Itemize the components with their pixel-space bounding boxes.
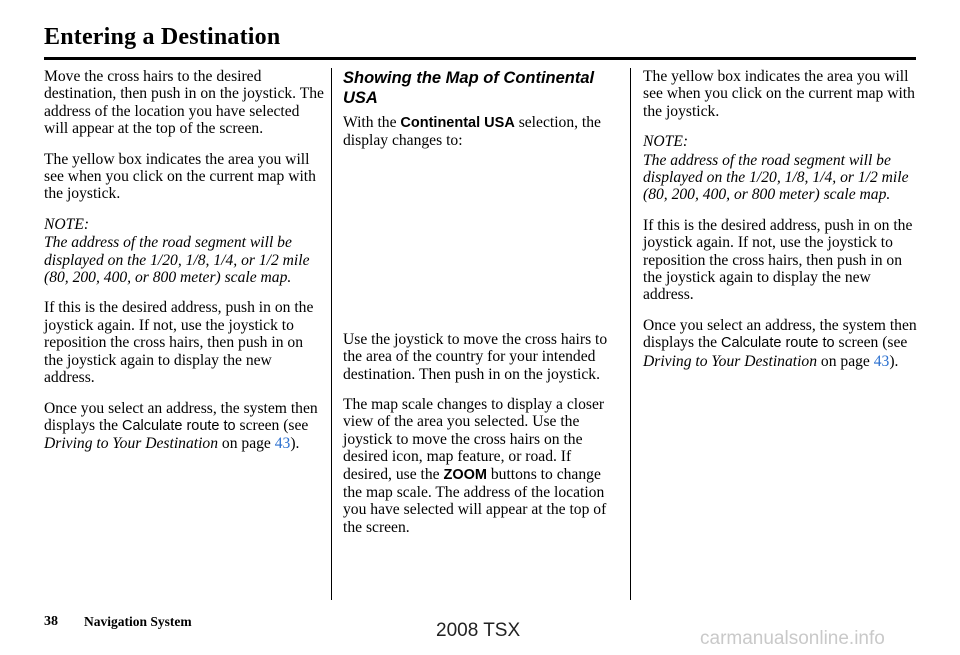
section-heading: Showing the Map of Continental USA xyxy=(343,69,595,107)
paragraph-map-scale xyxy=(343,396,621,536)
text-segment: The map scale changes to display a closer view of the area you selected. Use the joystick to move the cross hairs on the desired icon, map feature, or road. If desired, use the xyxy=(343,396,605,483)
ui-term-calculate-route: Calculate route to xyxy=(121,417,236,434)
paragraph-calculate-route xyxy=(44,400,324,453)
text-segment: on page xyxy=(817,352,874,370)
ui-term-continental-usa: Continental USA xyxy=(400,115,515,131)
paragraph-use-joystick: Use the joystick to move the cross hairs to the area of the country for your intended destination. Then push in on the joystick. xyxy=(343,330,608,383)
column-1 xyxy=(44,68,324,466)
reference-title: Driving to Your Destination xyxy=(643,352,818,370)
paragraph-desired-address: If this is the desired address, push in on the joystick again. If not, use the joystick to reposition the cross hairs, then push in on the joystick again to display the new address. xyxy=(643,216,913,304)
model-watermark: 2008 TSX xyxy=(436,620,521,641)
reference-title: Driving to Your Destination xyxy=(44,435,219,453)
text-segment: Once you select an address, the system then displays the xyxy=(643,316,917,352)
column-divider-1 xyxy=(331,68,332,600)
text-segment: ). xyxy=(889,352,899,370)
paragraph-continental-usa xyxy=(343,114,621,150)
note-text: The address of the road segment will be displayed on the 1/20, 1/8, 1/4, or 1/2 mile (80, 200, 400, or 800 meter) scale map. xyxy=(643,151,909,204)
ui-term-zoom: ZOOM xyxy=(443,466,487,483)
text-segment: Once you select an address, the system then displays the xyxy=(44,399,318,434)
text-segment: With the xyxy=(343,114,401,131)
paragraph-yellow-box: The yellow box indicates the area you will see when you click on the current map with the joystick. xyxy=(643,68,915,120)
text-segment: on page xyxy=(218,435,275,453)
column-3 xyxy=(643,68,921,383)
footer-section-name: Navigation System xyxy=(84,614,192,629)
page-title: Entering a Destination xyxy=(44,24,281,50)
title-rule xyxy=(44,57,916,60)
site-watermark: carmanualsonline.info xyxy=(700,628,885,649)
text-segment: screen (see xyxy=(834,334,908,352)
figure-placeholder xyxy=(343,163,621,331)
text-segment: ). xyxy=(290,435,300,453)
text-segment: selection, the display changes to: xyxy=(343,114,601,150)
text-segment: screen (see xyxy=(235,416,309,434)
note-label: NOTE: xyxy=(44,215,90,233)
paragraph-calculate-route xyxy=(643,317,921,370)
page-link[interactable]: 43 xyxy=(274,435,291,453)
page-link[interactable]: 43 xyxy=(873,352,890,370)
text-segment: buttons to change the map scale. The address of the location you have selected will appear at the top of the screen. xyxy=(343,465,607,536)
note-text: The address of the road segment will be displayed on the 1/20, 1/8, 1/4, or 1/2 mile (80, 200, 400, or 800 meter) scale map. xyxy=(44,234,310,287)
note-label: NOTE: xyxy=(643,133,689,151)
ui-term-calculate-route: Calculate route to xyxy=(720,335,835,352)
paragraph-move-cross-hairs: Move the cross hairs to the desired destination, then push in on the joystick. The address of the location you have selected will appear at the top of the screen. xyxy=(44,68,324,138)
paragraph-desired-address: If this is the desired address, push in on the joystick again. If not, use the joystick to reposition the cross hairs, then push in on the joystick again to display the new address. xyxy=(44,299,314,387)
footer-page-number: 38 xyxy=(44,614,58,629)
paragraph-yellow-box: The yellow box indicates the area you will see when you click on the current map with the joystick. xyxy=(44,150,316,203)
column-divider-2 xyxy=(630,68,631,600)
column-2 xyxy=(343,68,621,549)
